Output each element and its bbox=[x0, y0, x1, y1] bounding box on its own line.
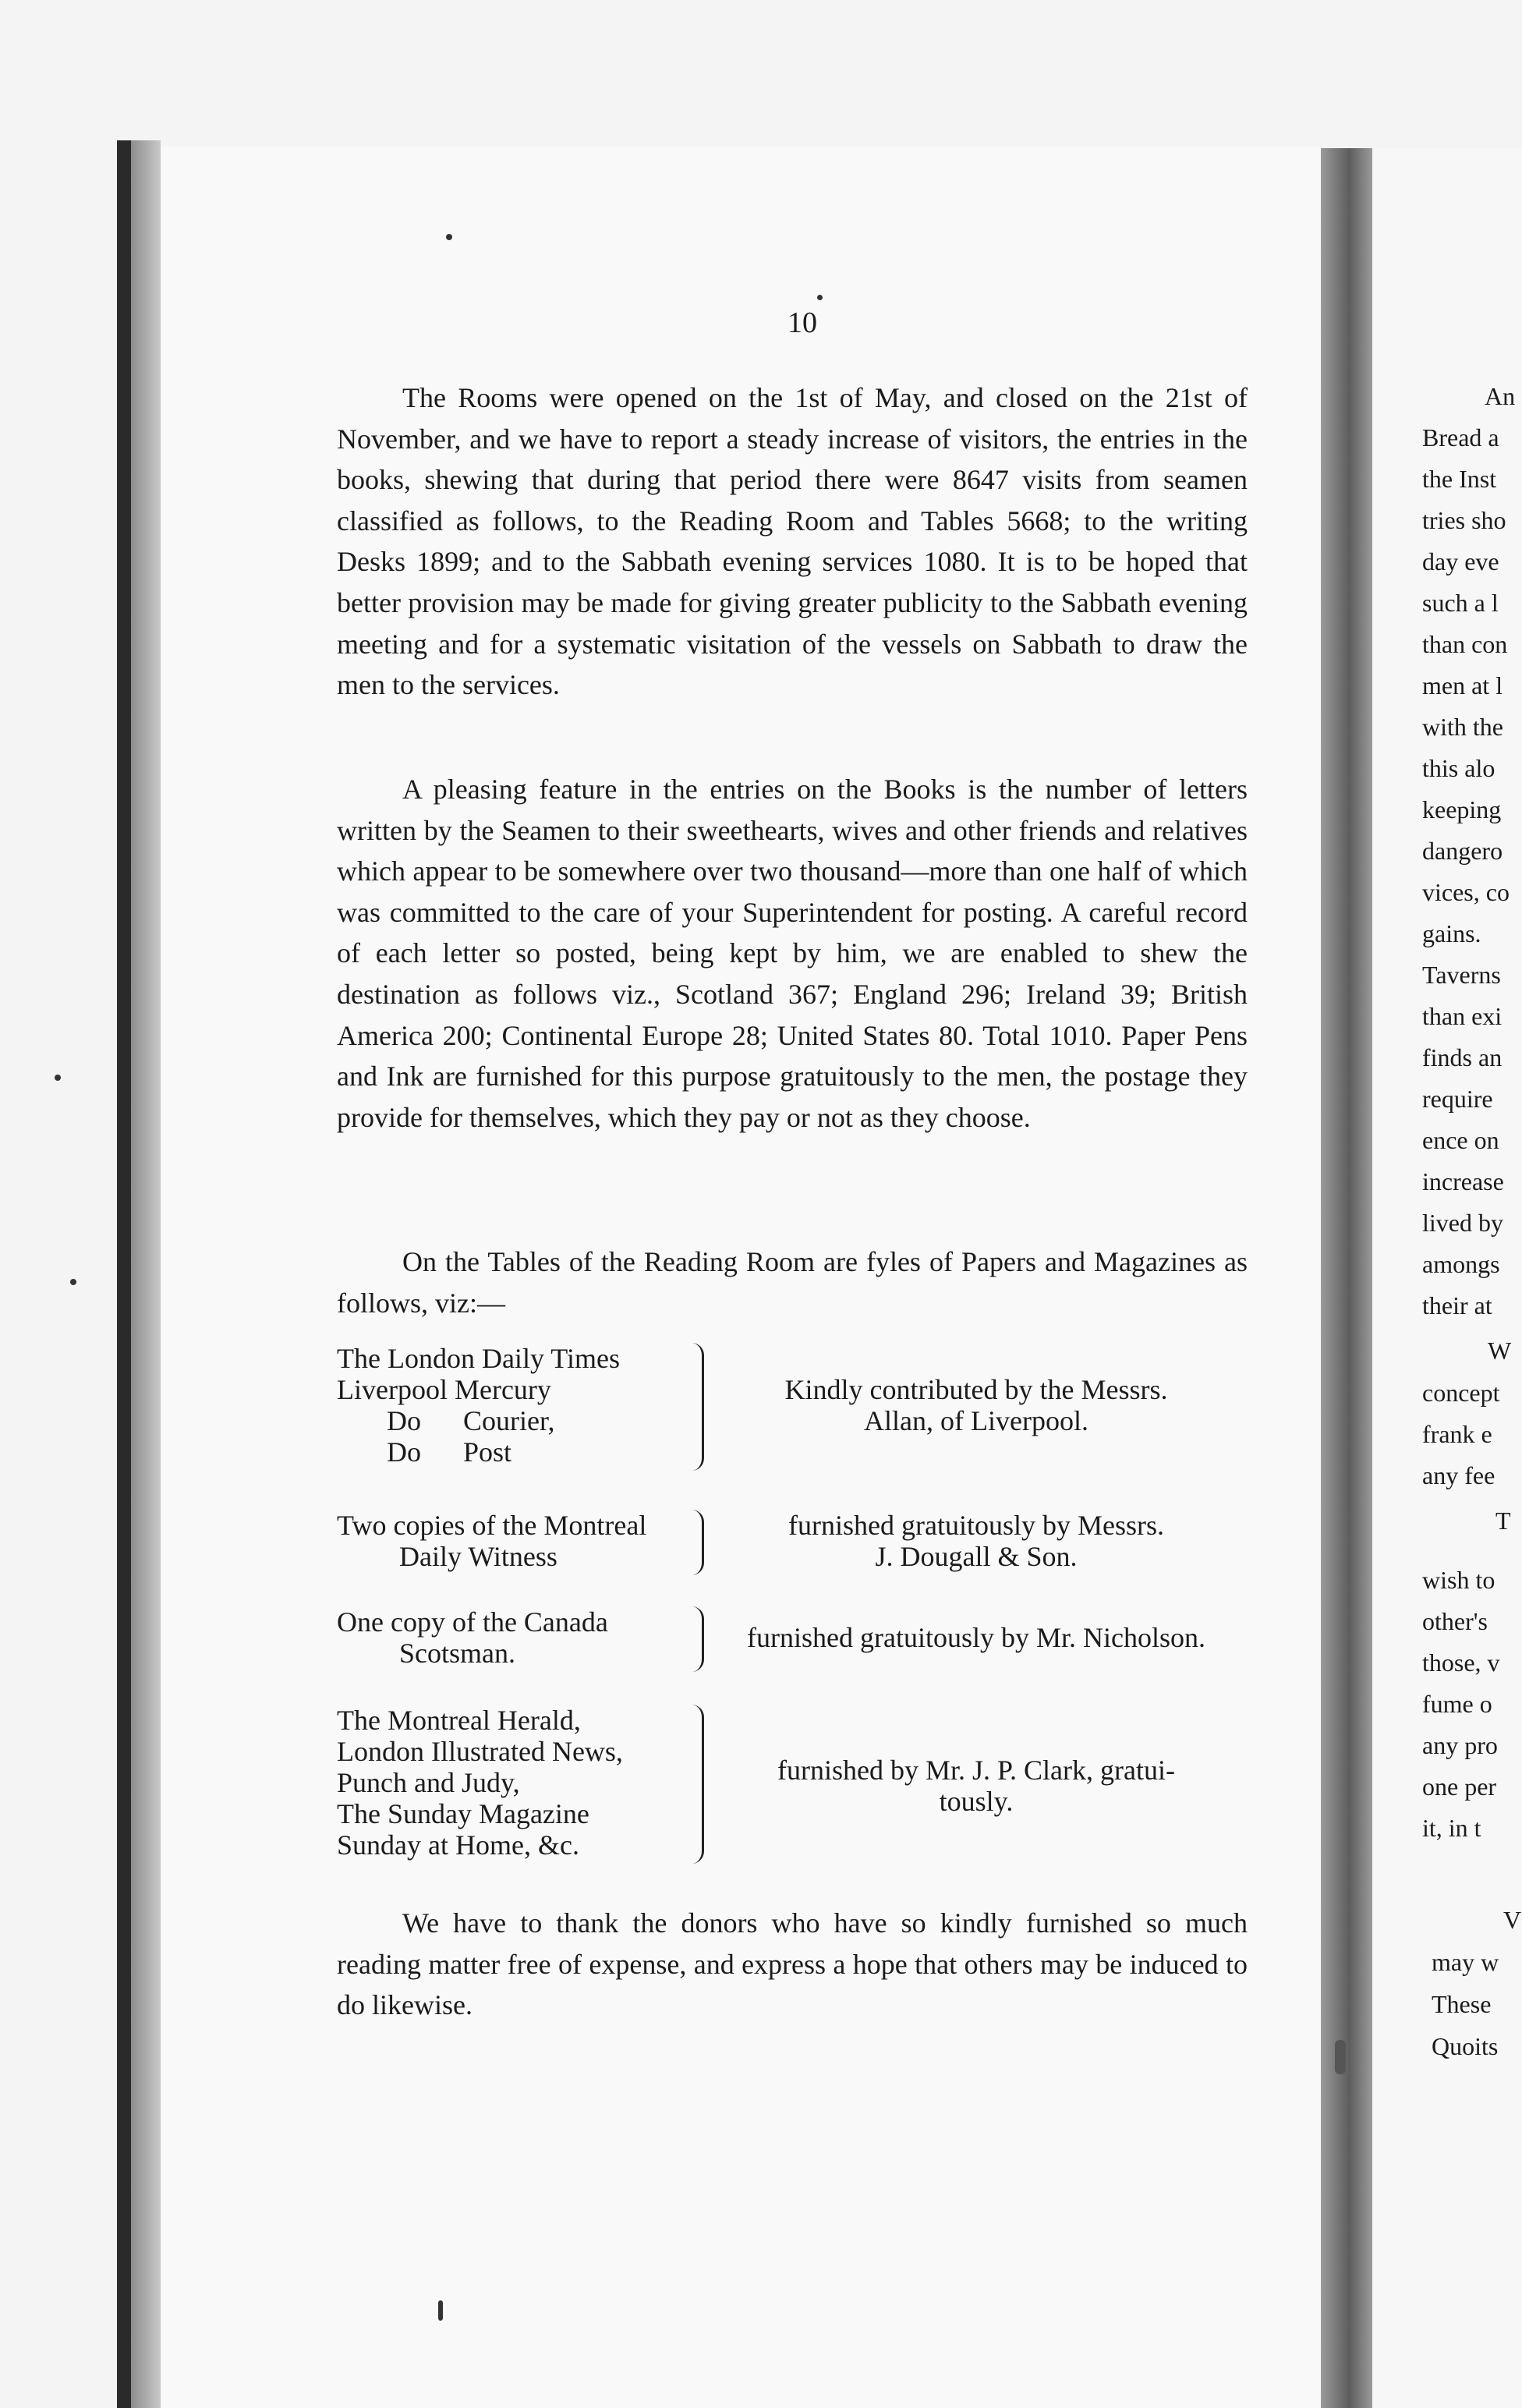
facing-line: require bbox=[1422, 1085, 1493, 1113]
periodical-item: Punch and Judy, bbox=[337, 1767, 520, 1798]
periodicals-list bbox=[337, 1510, 680, 1572]
periodicals-group bbox=[337, 1343, 1249, 1471]
periodical-item: Scotsman. bbox=[399, 1638, 515, 1669]
donor-line: Kindly contributed by the Messrs. bbox=[784, 1374, 1168, 1405]
periodicals-list bbox=[337, 1705, 680, 1861]
facing-line: their at bbox=[1422, 1291, 1492, 1319]
facing-line: vices, co bbox=[1422, 878, 1510, 906]
paragraph-letters: A pleasing feature in the entries on the Books is the number of letters written by the Seamen to their sweethearts, wives and other friends and relatives which appear to be somewhere over two thousand—more than one half of which was committed to the care of your Superintendent for posting. A careful record of each letter so posted, being kept by him, we are enabled to shew the destination as follows viz., Scotland 367; England 296; Ireland 39; British America 200; Continental Europe 28; United States 80. Total 1010. Paper Pens and Ink are furnished for this purpose gratuitously to the men, the postage they provide for themselves, which they pay or not as they choose. bbox=[337, 774, 1248, 1133]
periodical-item: Do Post bbox=[387, 1436, 512, 1468]
periodical-item: Do Courier, bbox=[387, 1405, 555, 1436]
periodical-item: The Montreal Herald, bbox=[337, 1705, 581, 1736]
facing-line: increase bbox=[1422, 1167, 1504, 1195]
donor-note bbox=[711, 1755, 1241, 1817]
facing-line: men at l bbox=[1422, 671, 1503, 699]
facing-line: gains. bbox=[1422, 919, 1481, 947]
book-gutter-lower bbox=[1321, 1560, 1372, 2408]
donor-note bbox=[703, 1622, 1249, 1653]
donor-line: furnished gratuitously by Mr. Nicholson. bbox=[747, 1622, 1205, 1653]
scan-left-shadow bbox=[131, 140, 161, 1560]
scan-speck bbox=[438, 2300, 443, 2321]
donor-line: furnished gratuitously by Messrs. bbox=[788, 1510, 1164, 1541]
periodicals-group bbox=[337, 1705, 1249, 1864]
facing-page-lower bbox=[1372, 1560, 1522, 1887]
periodical-item: Two copies of the Montreal bbox=[337, 1510, 647, 1541]
periodicals-list bbox=[337, 1606, 680, 1669]
donor-line: Allan, of Liverpool. bbox=[864, 1405, 1088, 1436]
facing-line: fume o bbox=[1422, 1690, 1492, 1718]
facing-line: Quoits bbox=[1432, 2032, 1499, 2060]
facing-line: An bbox=[1485, 382, 1516, 410]
book-gutter bbox=[1321, 148, 1372, 1560]
scan-left-edge bbox=[117, 140, 131, 1560]
scan-speck bbox=[55, 1075, 61, 1081]
facing-line: than con bbox=[1422, 630, 1508, 658]
periodicals-group bbox=[337, 1510, 1249, 1575]
periodical-item: The Sunday Magazine bbox=[337, 1798, 589, 1829]
facing-line: These bbox=[1432, 1990, 1492, 2018]
facing-line: such a l bbox=[1422, 589, 1499, 617]
facing-line: than exi bbox=[1422, 1002, 1503, 1030]
facing-line: tries sho bbox=[1422, 506, 1506, 534]
facing-line: V bbox=[1503, 1906, 1522, 1934]
facing-line: wish to bbox=[1422, 1566, 1495, 1594]
facing-line: other's bbox=[1422, 1607, 1488, 1635]
scan-left-shadow-lower bbox=[131, 1560, 161, 2408]
brace bbox=[685, 1343, 704, 1471]
facing-line: W bbox=[1488, 1337, 1512, 1365]
facing-line: frank e bbox=[1422, 1420, 1492, 1448]
periodical-item: London Illustrated News, bbox=[337, 1736, 623, 1767]
facing-line: the Inst bbox=[1422, 465, 1497, 493]
facing-line: Taverns bbox=[1422, 961, 1501, 989]
facing-line: any fee bbox=[1422, 1461, 1495, 1489]
scan-speck bbox=[1335, 2040, 1346, 2074]
paragraph-thanks: We have to thank the donors who have so kindly furnished so much reading matter free of expense, and express a hope that others may be induced to do likewise. bbox=[337, 1907, 1248, 2021]
scan-speck bbox=[70, 1279, 76, 1285]
donor-line: furnished by Mr. J. P. Clark, gratui- bbox=[777, 1755, 1175, 1786]
facing-line: this alo bbox=[1422, 754, 1495, 782]
facing-line: finds an bbox=[1422, 1043, 1503, 1071]
facing-line: keeping bbox=[1422, 795, 1502, 823]
donor-note bbox=[711, 1374, 1241, 1436]
donor-line: J. Dougall & Son. bbox=[875, 1541, 1078, 1572]
facing-line: dangero bbox=[1422, 837, 1503, 865]
periodical-item: One copy of the Canada bbox=[337, 1606, 608, 1638]
paragraph-visits: The Rooms were opened on the 1st of May, and closed on the 21st of November, and we have to report a steady increase of visitors, the entries in the books, shewing that during that period there were 8647 visits from seamen classified as follows, to the Reading Room and Tables 5668; to the writing Desks 1899; and to the Sabbath evening services 1080. It is to be hoped that better provision may be made for giving greater publicity to the Sabbath evening meeting and for a systematic visitation of the vessels on Sabbath to draw the men to the services. bbox=[337, 382, 1248, 701]
scan-left-edge-lower bbox=[117, 1560, 131, 2408]
periodical-item: The London Daily Times bbox=[337, 1343, 621, 1374]
facing-line: one per bbox=[1422, 1772, 1497, 1801]
facing-page-bottom bbox=[1372, 1887, 1522, 2408]
facing-line: Bread a bbox=[1422, 423, 1499, 452]
paragraph-reading-room: On the Tables of the Reading Room are fyles of Papers and Magazines as follows, viz:— bbox=[337, 1246, 1248, 1319]
facing-line: amongs bbox=[1422, 1250, 1500, 1278]
facing-line: any pro bbox=[1422, 1731, 1498, 1759]
scan-speck bbox=[817, 295, 823, 300]
periodical-item: Sunday at Home, &c. bbox=[337, 1829, 579, 1861]
donor-note bbox=[711, 1510, 1241, 1572]
brace bbox=[685, 1606, 704, 1672]
brace bbox=[685, 1510, 704, 1575]
brace bbox=[685, 1705, 704, 1864]
periodicals-group bbox=[337, 1606, 1249, 1672]
facing-line: concept bbox=[1422, 1379, 1500, 1407]
periodical-item: Daily Witness bbox=[399, 1541, 557, 1572]
donor-line: tously. bbox=[939, 1786, 1014, 1817]
periodical-item: Liverpool Mercury bbox=[337, 1374, 551, 1405]
periodicals-list bbox=[337, 1343, 680, 1468]
scan-speck bbox=[446, 234, 452, 240]
facing-line: lived by bbox=[1422, 1209, 1503, 1237]
facing-line: it, in t bbox=[1422, 1814, 1481, 1842]
facing-line: those, v bbox=[1422, 1648, 1500, 1677]
facing-line: with the bbox=[1422, 713, 1503, 741]
facing-line: day eve bbox=[1422, 547, 1499, 575]
facing-line: ence on bbox=[1422, 1126, 1499, 1154]
facing-line: may w bbox=[1432, 1948, 1499, 1976]
facing-line: T bbox=[1495, 1507, 1511, 1535]
page-number: 10 bbox=[788, 306, 817, 339]
facing-page bbox=[1372, 148, 1522, 1560]
